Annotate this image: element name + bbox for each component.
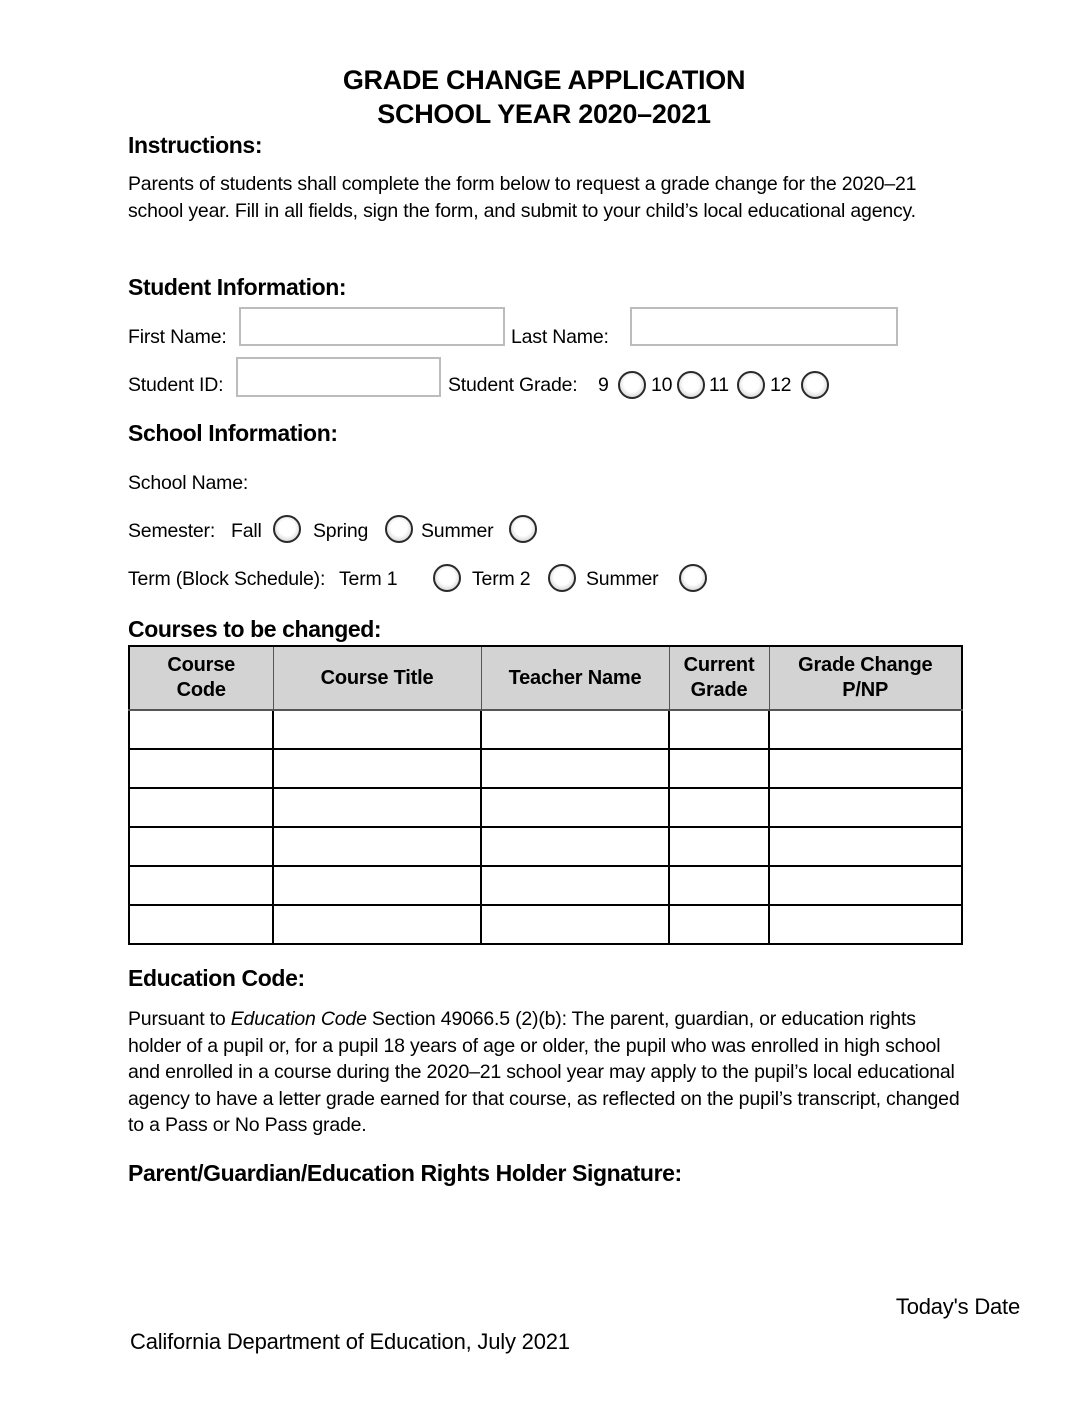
semester-summer-radio[interactable]: [509, 515, 537, 543]
footer-text: California Department of Education, July 2021: [130, 1329, 570, 1354]
course-title-cell[interactable]: [273, 866, 481, 905]
col-header-grade-change: Grade Change P/NP: [769, 646, 962, 710]
col-header-teacher-name: Teacher Name: [481, 646, 669, 710]
course-title-cell[interactable]: [273, 788, 481, 827]
teacher-name-cell[interactable]: [481, 827, 669, 866]
course-code-cell[interactable]: [129, 905, 273, 944]
form-title: GRADE CHANGE APPLICATION: [342, 65, 746, 95]
school-info-heading: School Information:: [128, 420, 338, 446]
teacher-name-cell[interactable]: [481, 788, 669, 827]
first-name-field[interactable]: [239, 307, 505, 346]
teacher-name-cell[interactable]: [481, 749, 669, 788]
courses-header-row: [129, 646, 962, 710]
table-row: [129, 788, 962, 827]
todays-date-label: Today's Date: [895, 1294, 1020, 1319]
courses-heading: Courses to be changed:: [128, 616, 382, 642]
grade-9-radio[interactable]: [618, 371, 646, 399]
term-1-radio[interactable]: [433, 564, 461, 592]
courses-table: [128, 645, 963, 945]
course-title-cell[interactable]: [273, 827, 481, 866]
teacher-name-cell[interactable]: [481, 710, 669, 749]
table-row: [129, 866, 962, 905]
grade-12-label: 12: [770, 374, 792, 396]
current-grade-cell[interactable]: [669, 710, 769, 749]
term-label: Term (Block Schedule):: [128, 568, 326, 590]
col-header-course-title: Course Title: [273, 646, 481, 710]
grade-10-label: 10: [651, 374, 673, 396]
term-summer-radio[interactable]: [679, 564, 707, 592]
semester-label: Semester:: [128, 520, 216, 542]
col-header-course-code: Course Code: [129, 646, 273, 710]
education-code-heading: Education Code:: [128, 965, 305, 991]
term-2-label: Term 2: [472, 568, 531, 590]
semester-spring-radio[interactable]: [385, 515, 413, 543]
grade-11-radio[interactable]: [737, 371, 765, 399]
current-grade-cell[interactable]: [669, 749, 769, 788]
teacher-name-cell[interactable]: [481, 905, 669, 944]
semester-fall-radio[interactable]: [273, 515, 301, 543]
table-row: [129, 905, 962, 944]
student-grade-label: Student Grade:: [448, 374, 578, 396]
col-header-current-grade: Current Grade: [669, 646, 769, 710]
term-2-radio[interactable]: [548, 564, 576, 592]
semester-summer-label: Summer: [421, 520, 494, 542]
course-code-cell[interactable]: [129, 866, 273, 905]
signature-heading: Parent/Guardian/Education Rights Holder Signature:: [128, 1160, 682, 1186]
term-1-label: Term 1: [339, 568, 398, 590]
semester-spring-label: Spring: [313, 520, 369, 542]
current-grade-cell[interactable]: [669, 866, 769, 905]
course-code-cell[interactable]: [129, 710, 273, 749]
student-id-label: Student ID:: [128, 374, 224, 396]
school-name-label: School Name:: [128, 472, 249, 494]
last-name-label: Last Name:: [511, 326, 609, 348]
current-grade-cell[interactable]: [669, 788, 769, 827]
current-grade-cell[interactable]: [669, 905, 769, 944]
teacher-name-cell[interactable]: [481, 866, 669, 905]
grade-change-cell[interactable]: [769, 788, 962, 827]
grade-10-radio[interactable]: [677, 371, 705, 399]
signature-area[interactable]: [128, 1200, 963, 1280]
grade-9-label: 9: [598, 374, 609, 396]
course-code-cell[interactable]: [129, 749, 273, 788]
last-name-field[interactable]: [630, 307, 898, 346]
grade-change-cell[interactable]: [769, 710, 962, 749]
student-info-heading: Student Information:: [128, 274, 347, 300]
course-title-cell[interactable]: [273, 710, 481, 749]
education-code-text: Pursuant to Education Code Section 49066.5 (2)(b): The parent, guardian, or education rights holder of a pupil or, for a pupil 18 years of age or older, the pupil who was enrolled in high school and enrolled in a course during the 2020–21 school year may apply to the pupil’s local educational agency to have a letter grade earned for that course, as reflected on the pupil’s transcript, changed to a Pass or No Pass grade.: [128, 1008, 960, 1136]
grade-change-cell[interactable]: [769, 866, 962, 905]
course-code-cell[interactable]: [129, 788, 273, 827]
course-title-cell[interactable]: [273, 749, 481, 788]
grade-12-radio[interactable]: [801, 371, 829, 399]
course-code-cell[interactable]: [129, 827, 273, 866]
form-subtitle: SCHOOL YEAR 2020–2021: [377, 99, 711, 129]
grade-change-cell[interactable]: [769, 749, 962, 788]
instructions-text: Parents of students shall complete the form below to request a grade change for the 2020–21 school year. Fill in all fields, sign the form, and submit to your child’s local educational agency.: [128, 173, 917, 222]
grade-change-cell[interactable]: [769, 827, 962, 866]
term-summer-label: Summer: [586, 568, 659, 590]
grade-change-cell[interactable]: [769, 905, 962, 944]
table-row: [129, 710, 962, 749]
course-title-cell[interactable]: [273, 905, 481, 944]
instructions-heading: Instructions:: [128, 132, 263, 158]
grade-11-label: 11: [709, 374, 729, 396]
table-row: [129, 749, 962, 788]
table-row: [129, 827, 962, 866]
current-grade-cell[interactable]: [669, 827, 769, 866]
student-id-field[interactable]: [236, 357, 441, 397]
semester-fall-label: Fall: [231, 520, 262, 542]
first-name-label: First Name:: [128, 326, 227, 348]
